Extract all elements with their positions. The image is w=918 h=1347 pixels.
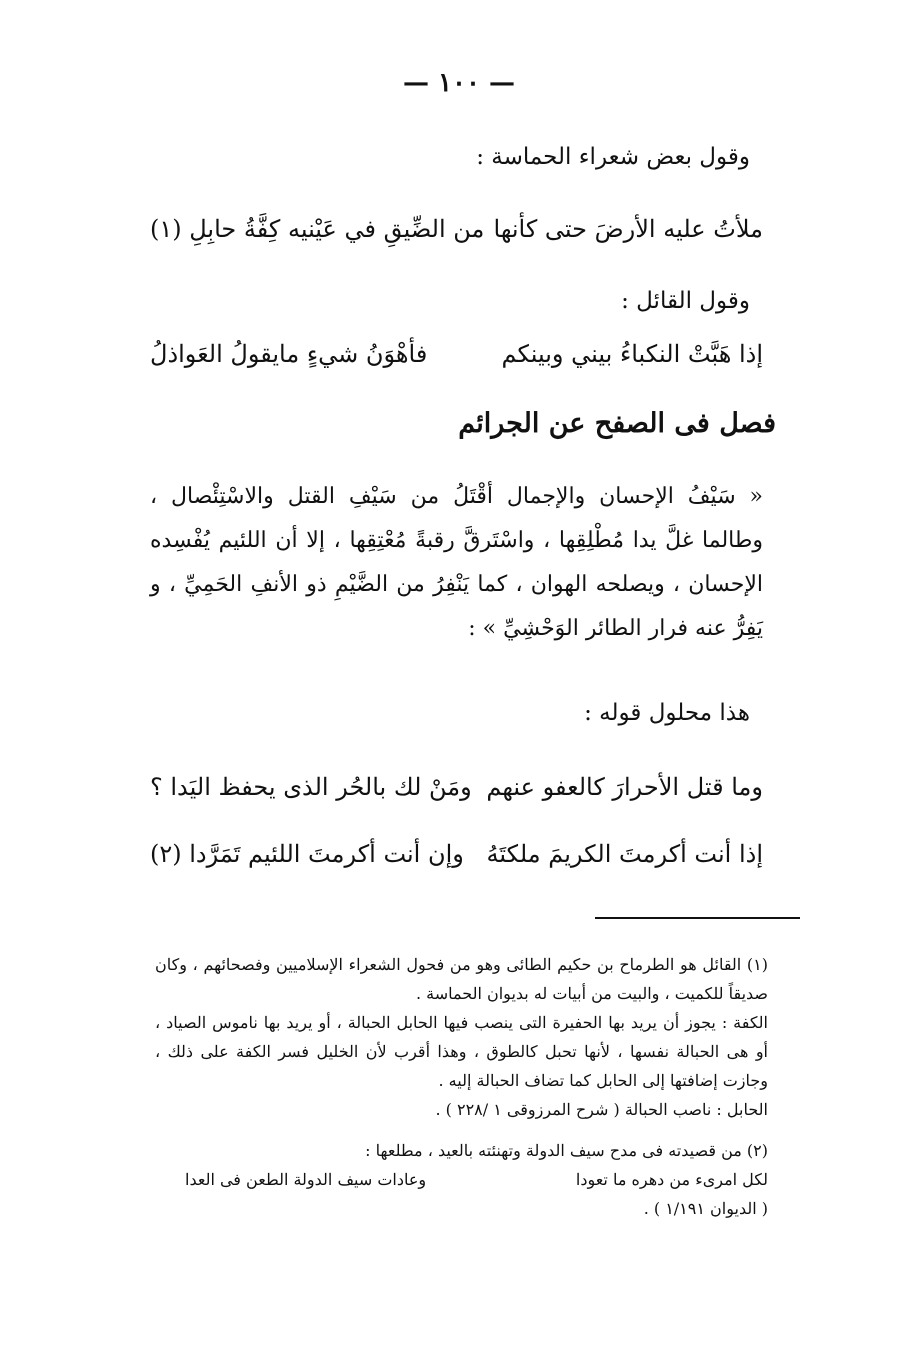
verse-line-3 [150,765,763,809]
footnote-2-source: ( الديوان ١/١٩١ ) . [643,1199,768,1218]
footnote-2-verse-first: لكل امرىء من دهره ما تعودا [575,1170,768,1189]
verse-3-second-hemistich: ومَنْ لك بالحُر الذى يحفظ اليَدا ؟ [150,773,472,801]
intro-qail: وقول القائل : [621,288,750,314]
intro-mahlul: هذا محلول قوله : [584,700,750,726]
verse-2-first-hemistich: إذا هَبَّتْ النكباءُ بيني وبينكم [501,340,763,368]
section-heading: فصل فى الصفح عن الجرائم [458,408,776,439]
footnote-2-verse-second: وعادات سيف الدولة الطعن فى العدا [185,1170,427,1189]
footnote-2-intro: (٢) من قصيدته فى مدح سيف الدولة وتهنئته بالعيد ، مطلعها : [365,1141,768,1160]
prose-paragraph: « سَيْفُ الإحسان والإجمال أقْتَلُ من سَيْفِ القتل والاسْتِئْصال ، وطالما غلَّ يدا مُطْلِقِها ، واسْتَرقَّ رقبةً مُعْتِقِها ، إلا أن اللئيم يُفْسِده الإحسان ، ويصلحه الهوان ، كما يَنْفِرُ من الضَّيْمِ ذو الأنفِ الحَمِيِّ ، و يَفِرُّ عنه فرار الطائر الوَحْشِيِّ » : [150,484,763,641]
verse-1-first-hemistich: ملأتُ عليه الأرضَ حتى كأنها [493,215,763,243]
verse-4-first-hemistich: إذا أنت أكرمتَ الكريمَ ملكتَهُ [486,840,763,868]
footnote-1-para-1: (١) القائل هو الطرماح بن حكيم الطائى وهو من فحول الشعراء الإسلاميين وفصحائهم ، وكان صديقاً للكميت ، والبيت من أبيات له بديوان الحماسة . [155,955,768,1003]
verse-2-second-hemistich: فأهْوَنُ شيءٍ مايقولُ العَواذلُ [150,340,428,368]
footnote-1 [155,950,768,1124]
verse-line-2 [150,332,763,376]
footnote-2-verse [155,1165,768,1194]
verse-line-4 [150,832,763,876]
intro-hamasa: وقول بعض شعراء الحماسة : [476,144,750,170]
verse-line-1 [150,207,763,251]
footnote-1-para-2: الكفة : يجوز أن يريد بها الحفيرة التى ينصب فيها الحابل الحبالة ، أو يريد بها ناموس الصياد ، أو هى الحبالة نفسها ، لأنها تحبل كالطوق ، وهذا أقرب لأن الخليل فسر الكفة على ذلك ، وجازت إضافتها إلى الحابل كما تضاف الحبالة إليه . [155,1013,768,1090]
footnote-1-para-3: الحابل : ناصب الحبالة ( شرح المرزوقى ١ /٢٢٨ ) . [435,1100,768,1119]
verse-1-second-hemistich: من الضِّيقِ في عَيْنيه كِفَّةُ حابِلِ (١) [150,215,485,243]
footnote-2 [155,1136,768,1223]
page-number: — ١٠٠ — [402,68,516,98]
verse-3-first-hemistich: وما قتل الأحرارَ كالعفو عنهم [486,773,763,801]
footnote-separator [595,917,800,919]
verse-4-second-hemistich: وإن أنت أكرمتَ اللئيم تَمَرَّدا (٢) [150,840,464,868]
footnotes [155,950,768,1223]
